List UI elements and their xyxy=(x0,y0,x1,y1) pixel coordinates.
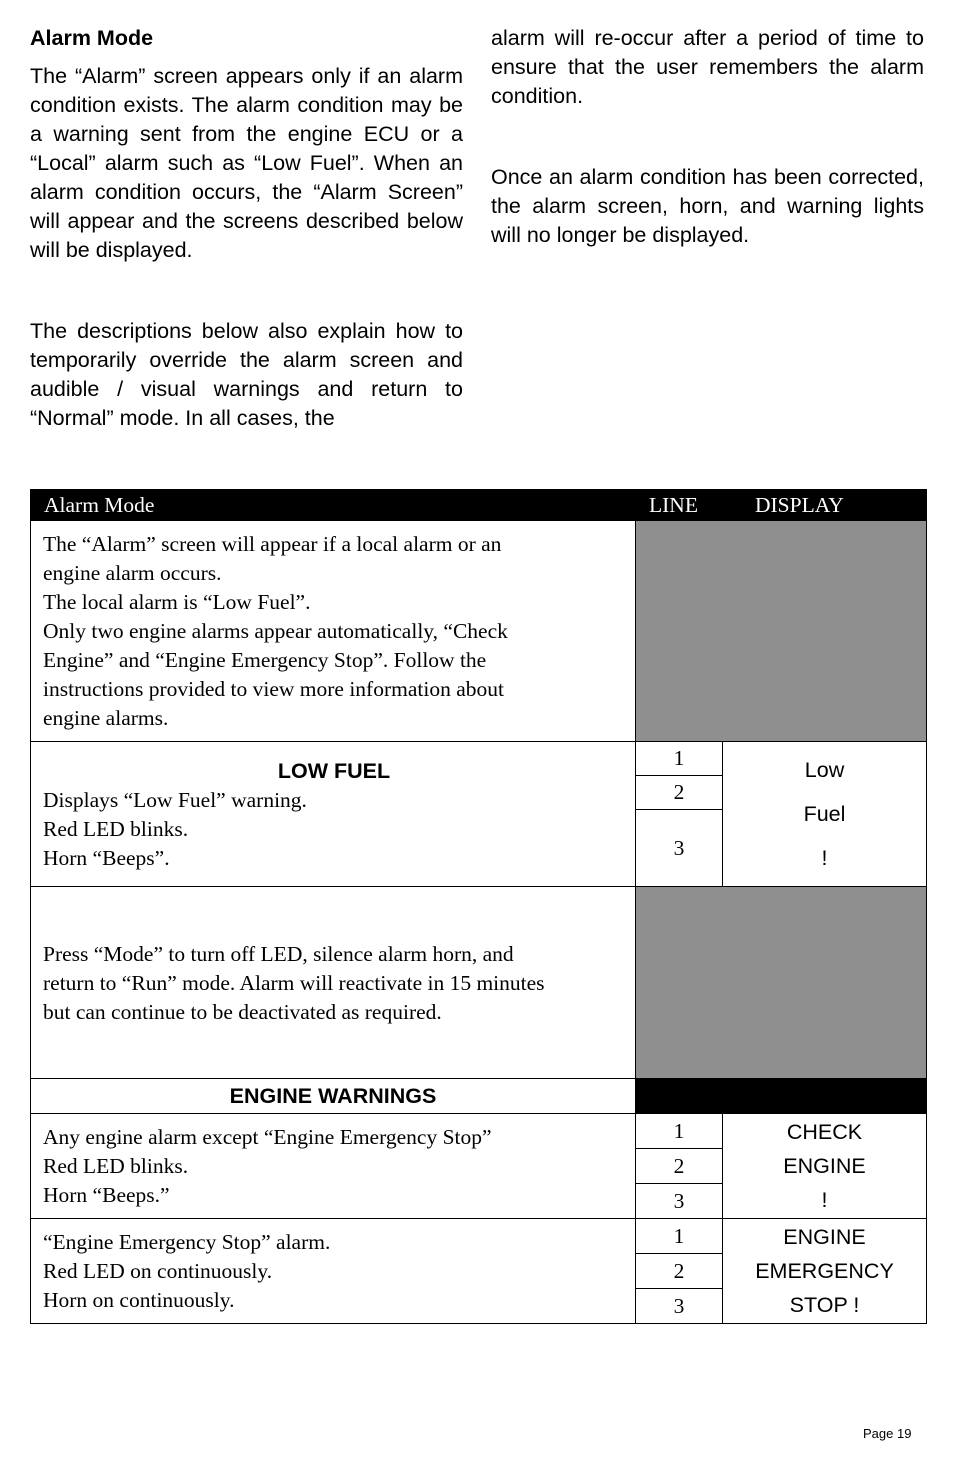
header-line: LINE xyxy=(649,492,698,517)
low-fuel-display: Low Fuel ! xyxy=(723,742,927,887)
header-alarm-mode: Alarm Mode xyxy=(31,490,636,521)
engine-warnings-row xyxy=(31,1079,927,1114)
emergency-stop-description: “Engine Emergency Stop” alarm. Red LED on continuously. Horn on continuously. xyxy=(31,1219,636,1324)
emergency-stop-display: ENGINE EMERGENCY STOP ! xyxy=(723,1219,927,1324)
line-number: 1 xyxy=(636,742,723,776)
line-number: 3 xyxy=(636,1289,723,1324)
press-mode-display-placeholder xyxy=(636,887,927,1079)
intro-paragraph: The “Alarm” screen appears only if an alarm condition exists. The alarm condition may be a warning sent from the engine ECU or a “Local” alarm such as “Low Fuel”. When an alarm condition occurs, the “Alarm Screen” will appear and the screens described below will be displayed. xyxy=(30,64,463,262)
low-fuel-title: LOW FUEL xyxy=(277,758,391,783)
emergency-stop-row-1 xyxy=(31,1219,927,1254)
page-number: Page 19 xyxy=(863,1426,912,1441)
alarm-mode-table xyxy=(30,489,927,1324)
corrected-paragraph: Once an alarm condition has been corrected, the alarm screen, horn, and warning lights will no longer be displayed. xyxy=(491,165,924,247)
section-heading: Alarm Mode xyxy=(30,26,154,50)
engine-warnings-title: ENGINE WARNINGS xyxy=(31,1079,636,1114)
left-column xyxy=(30,24,463,433)
line-number: 1 xyxy=(636,1219,723,1254)
line-number: 3 xyxy=(636,1184,723,1219)
line-number: 2 xyxy=(636,1254,723,1289)
table-header-row xyxy=(31,490,927,521)
engine-warnings-band xyxy=(636,1079,927,1114)
header-line-display xyxy=(636,490,927,521)
line-number: 2 xyxy=(636,1149,723,1184)
low-fuel-description: LOW FUEL Displays “Low Fuel” warning. Red LED blinks. Horn “Beeps”. xyxy=(31,742,636,887)
check-engine-description: Any engine alarm except “Engine Emergency Stop” Red LED blinks. Horn “Beeps.” xyxy=(31,1114,636,1219)
press-mode-description: Press “Mode” to turn off LED, silence alarm horn, and return to “Run” mode. Alarm will reactivate in 15 minutes but can continue to be deactivated as required. xyxy=(31,887,636,1079)
check-engine-display: CHECK ENGINE ! xyxy=(723,1114,927,1219)
override-paragraph: The descriptions below also explain how to temporarily override the alarm screen and audible / visual warnings and return to “Normal” mode. In all cases, the xyxy=(30,319,463,430)
line-number: 2 xyxy=(636,776,723,810)
low-fuel-row-1 xyxy=(31,742,927,776)
intro-description: The “Alarm” screen will appear if a local alarm or an engine alarm occurs. The local alarm is “Low Fuel”. Only two engine alarms appear automatically, “Check Engine” and “Engine Emergency Stop”. Follow the instructions provided to view more information about engine alarms. xyxy=(31,521,636,742)
right-column xyxy=(491,24,924,250)
intro-display-placeholder xyxy=(636,521,927,742)
check-engine-row-1 xyxy=(31,1114,927,1149)
line-number: 3 xyxy=(636,810,723,887)
line-number: 1 xyxy=(636,1114,723,1149)
header-display: DISPLAY xyxy=(755,492,844,517)
intro-row xyxy=(31,521,927,742)
reoccur-paragraph: alarm will re-occur after a period of time to ensure that the user remembers the alarm condition. xyxy=(491,26,924,108)
press-mode-row xyxy=(31,887,927,1079)
